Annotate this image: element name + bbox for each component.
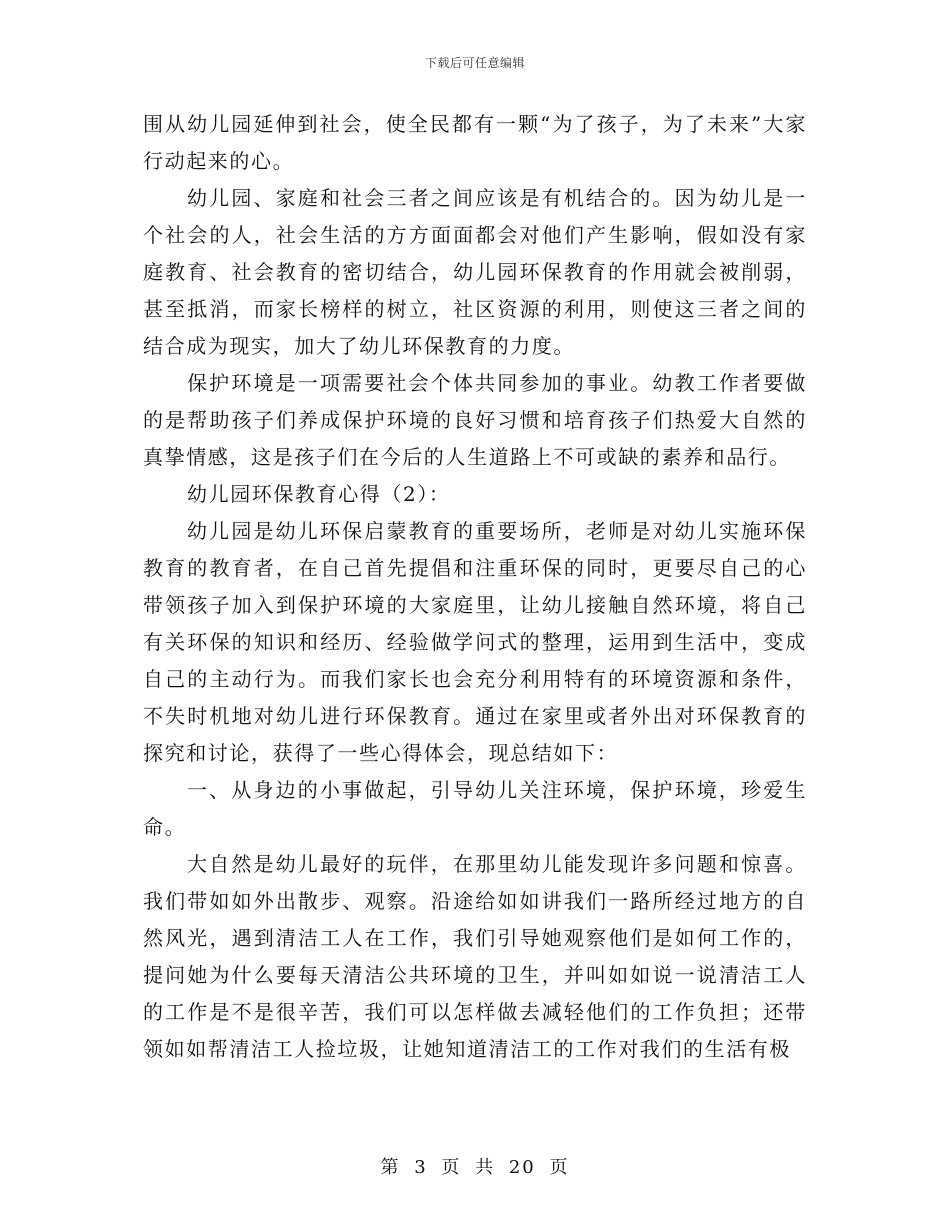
paragraph-5: 大自然是幼儿最好的玩伴，在那里幼儿能发现许多问题和惊喜。我们带如如外出散步、观察。沿途给如如讲我们一路所经过地方的自然风光，遇到清洁工人在工作，我们引导她观察他们是如何工作的，提问她为什么要每天清洁公共环境的卫生，并叫如如说一说清洁工人的工作是不是很辛苦，我们可以怎样做去减轻他们的工作负担；还带领如如帮清洁工人捡垃圾，让她知道清洁工的工作对我们的生活有极: [143, 852, 807, 1061]
page-header: 下载后可任意编辑: [424, 56, 525, 70]
paragraph-4: 幼儿园是幼儿环保启蒙教育的重要场所，老师是对幼儿实施环保教育的教育者，在自己首先提倡和注重环保的同时，更要尽自己的心带领孩子加入到保护环境的大家庭里，让幼儿接触自然环境，将自己有关环保的知识和经历、经验做学问式的整理，运用到生活中，变成自己的主动行为。而我们家长也会充分利用特有的环境资源和条件，不失时机地对幼儿进行环保教育。通过在家里或者外出对环保教育的探究和讨论，获得了一些心得体会，现总结如下：: [143, 519, 807, 765]
body-text: [143, 106, 807, 1068]
paragraph-1: 围从幼儿园延伸到社会，使全民都有一颗“为了孩子，为了未来”大家行动起来的心。: [143, 112, 807, 173]
section-heading: 幼儿园环保教育心得（2）：: [187, 482, 451, 506]
paragraph-2: 幼儿园、家庭和社会三者之间应该是有机结合的。因为幼儿是一个社会的人，社会生活的方方面面都会对他们产生影响，假如没有家庭教育、社会教育的密切结合，幼儿园环保教育的作用就会被削弱，甚至抵消，而家长榜样的树立，社区资源的利用，则使这三者之间的结合成为现实，加大了幼儿环保教育的力度。: [143, 186, 807, 358]
paragraph-3: 保护环境是一项需要社会个体共同参加的事业。幼教工作者要做的是帮助孩子们养成保护环境的良好习惯和培育孩子们热爱大自然的真挚情感，这是孩子们在今后的人生道路上不可或缺的素养和品行。: [143, 371, 807, 469]
subsection-heading: 一、从身边的小事做起，引导幼儿关注环境，保护环境，珍爱生命。: [143, 778, 807, 839]
page-number-footer: 第 3 页 共 20 页: [380, 1157, 570, 1178]
